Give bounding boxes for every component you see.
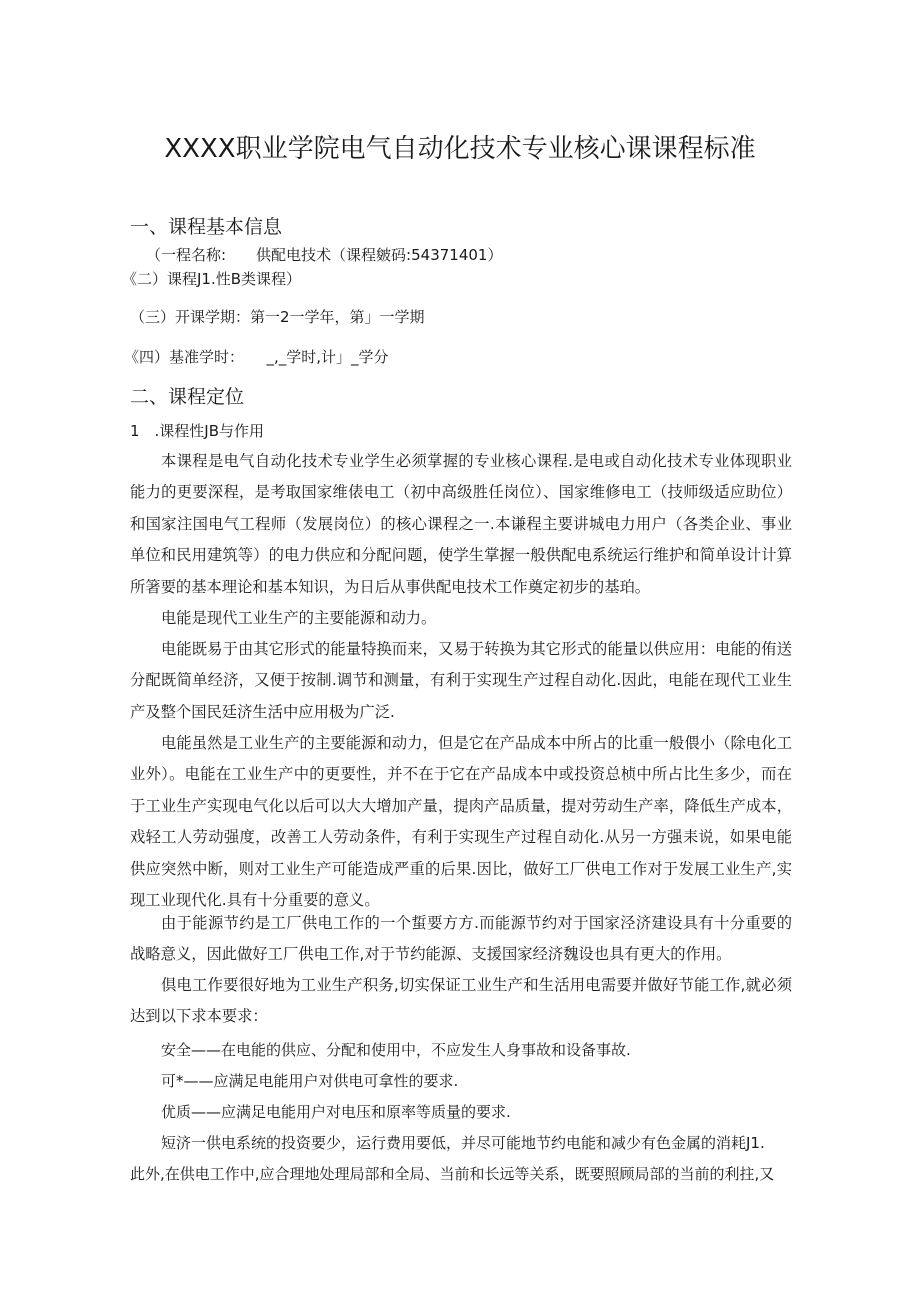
paragraph-requirements-intro: 倶电工作要很好地为工业生产积务,切实保证工业生产和生活用电需要并做好节能工作,就必须达到以下求本要求： [130,976,792,1026]
info-course-name: （一程名称: 供配电技术（课程皴码:54371401） [146,246,503,264]
paragraph-saving: 由于能源节约是工厂供电工作的一个蜇要方方.而能源节约对于国家泾济建设具有十分重要的战略意义，因此做好工厂供电工作,对于节约能源、支援国家经济魏设也具有更大的作用。 [130,914,792,964]
requirement-safety: 安全——在电能的供应、分配和使用中，不应发生人身事故和设备事故. [161,1041,631,1059]
requirement-quality: 优质——应满足电能用户对电压和原率等质量的要求. [161,1103,511,1121]
requirement-economy: 短济一供电系统的投资要少，运行费用要低，并尽可能地节约电能和减少有色金属的消耗J1. [161,1134,765,1152]
paragraph-importance: 电能虽然是工业生产的主要能源和动力，但是它在产品成本中所占的比重一般偎小（除电化工业外）。电能在工业生产中的更要性，并不在于它在产品成本中或投资总桢中所占比生多少，而在于工业生产实现电气化以后可以大大增加产量，提肉产品质量，提对劳动生产率，降低生产成本，戏轻工人劳动强度，改善工人劳动条件，有利于实现生产过程自动化.从另一方强耒说，如果电能供应突然中断，则对工业生产可能造成严重的后果.因比，做好工厂供电工作对于发展工业生产,实现工业现代化.具有十分重要的意义。 [130,734,792,910]
info-hours: 《四）基准学时： _,_学时,计」_学分 [124,348,389,366]
section-heading-basic-info: 一、课程基本信息 [130,216,283,238]
paragraph-intro: 本课程是电气自动化技术专业学生必须掌握的专业核心课程.是电或自动化技术专业体现职业能力的更要深程，是考取国家维俵电工（初中高级胜任岗位）、国家维修电工（技师级适应助位）和国家注国电气工程师（发展岗位）的核心课程之一.本谦程主要讲城电力用户（各类企业、事业单位和民用建筑等）的电力供应和分配问题，使学生掌握一般供配电系统运行维护和简单设计计算所箸要的基本理论和基本知识，为日后从事供配电技术工作奠定初步的基珀。 [130,452,792,596]
paragraph-conversion: 电能既易于由其它形式的能量特换而来，又易于转换为其它形式的能量以供应用：电能的侑送分配既简单经济，又便于按制.调节和测量，有利于实现生产过程自动化.因此，电能在现代工业生产及整个国民廷济生活中应用极为广泛. [130,640,792,721]
subheading-nature: 1 .课程性JB与作用 [130,422,265,440]
requirement-reliability: 可*——应满足电能用户对供电可拿性的要求. [161,1072,459,1090]
paragraph-last-line: 此外,在供电工作中,应合理地处理局部和全局、当前和长远等关系，既要照顾局部的当前的利拄,又 [130,1165,775,1183]
section-heading-positioning: 二、课程定位 [130,386,245,408]
document-title: XXXX职业学院电气自动化技术专业核心课课程标准 [164,134,756,164]
info-semester: （三）开课学期：第一2一学年，第」一学期 [130,308,425,326]
paragraph-energy: 电能是现代工业生产的主要能源和动力。 [161,609,437,627]
info-course-type: 《二）课程J1.性B类课程） [122,270,302,288]
